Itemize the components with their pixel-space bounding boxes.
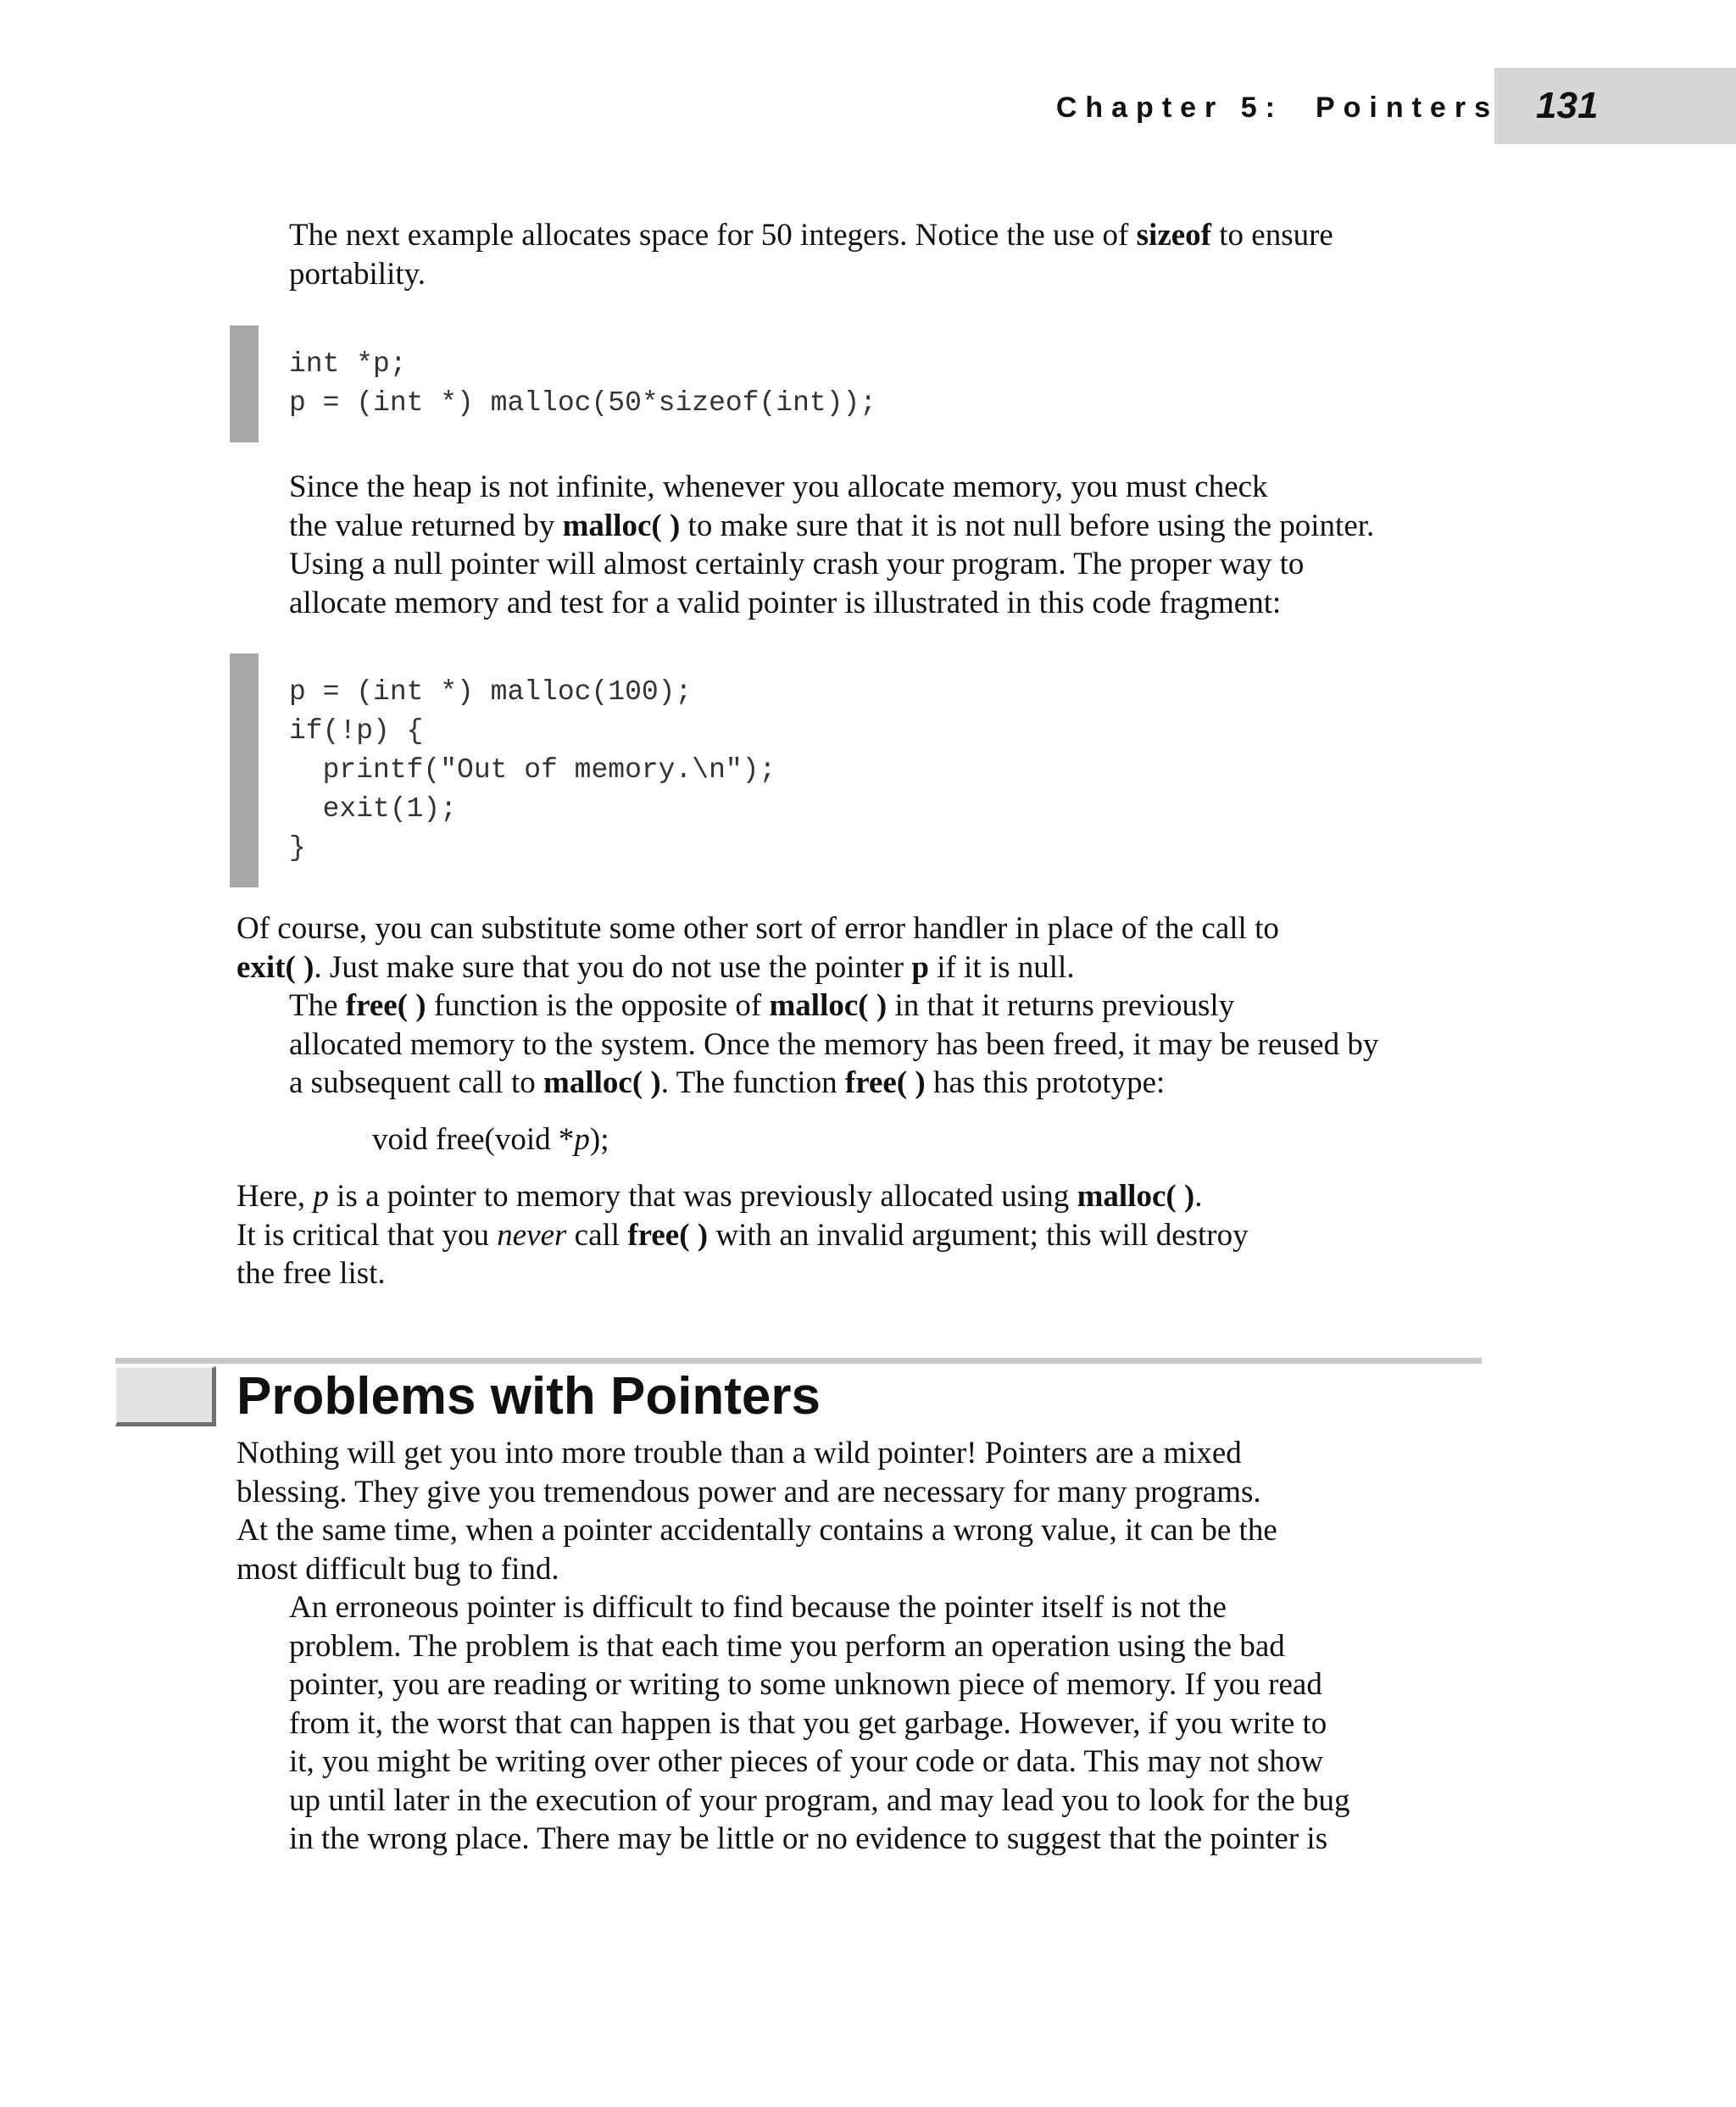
italic-term: p [313,1179,329,1214]
text-line: up until later in the execution of your program, and may lead you to look for the bug [289,1782,1350,1818]
section-heading: Problems with Pointers [236,1367,821,1426]
page-number-tab [1494,68,1736,144]
code-block-bar [230,325,259,442]
text-line: It is critical that you never call free( ) with an invalid argument; this will destroy [236,1217,1249,1253]
code-lines [289,653,1483,887]
text-line: Using a null pointer will almost certainly crash your program. The proper way to [289,547,1305,581]
text-line: a subsequent call to malloc( ). The function free( ) has this prototype: [289,1065,1166,1100]
code-line: printf("Out of memory.\n"); [289,754,776,786]
bold-term: malloc( ) [562,508,681,543]
code-line: p = (int *) malloc(50*sizeof(int)); [289,387,877,419]
bold-term: malloc( ) [769,988,887,1023]
paragraph-intro [236,216,1483,293]
section-rule [115,1358,1482,1364]
page-number: 131 [1536,85,1599,126]
text-line: allocate memory and test for a valid pointer is illustrated in this code fragment: [289,585,1282,620]
text-line: allocated memory to the system. Once the memory has been freed, it may be reused by [289,1026,1379,1062]
paragraph-free [236,987,1483,1103]
text-line: At the same time, when a pointer accidentally contains a wrong value, it can be the [236,1513,1277,1548]
text-line: pointer, you are reading or writing to some unknown piece of memory. If you read [289,1667,1322,1702]
text-line: problem. The problem is that each time you perform an operation using the bad [289,1628,1285,1664]
paragraph-heap [236,468,1483,622]
code-lines [289,325,1483,442]
bold-term: p [911,949,929,985]
text-line: portability. [289,256,426,292]
bold-term: malloc( ) [543,1065,661,1100]
code-block-malloc-check [236,653,1483,887]
code-block-bar [230,653,259,887]
text-line: The free( ) function is the opposite of malloc( ) in that it returns previously [289,988,1235,1023]
bold-term: exit( ) [236,949,314,985]
code-line: if(!p) { [289,715,424,747]
text-line: most difficult bug to find. [236,1551,559,1587]
free-prototype [236,1120,1483,1159]
text-line: An erroneous pointer is difficult to find because the pointer itself is not the [289,1590,1227,1625]
paragraph-erroneous-pointer [236,1588,1483,1859]
text-line: in the wrong place. There may be little or no evidence to suggest that the pointer is [289,1821,1328,1856]
text-line: void free(void *p); [372,1121,609,1157]
chapter-title: Pointers [1315,92,1499,124]
bold-term: free( ) [345,988,426,1023]
text-line: exit( ). Just make sure that you do not use the pointer p if it is null. [236,949,1075,985]
code-line: } [289,832,306,864]
paragraph-wild-pointer [236,1434,1483,1588]
italic-term: never [497,1217,567,1253]
text-line: The next example allocates space for 50 integers. Notice the use of sizeof to ensure [289,218,1333,253]
italic-term: p [574,1121,590,1157]
text-line: it, you might be writing over other pieces of your code or data. This may not show [289,1744,1324,1779]
text-line: the free list. [236,1256,386,1291]
code-line: int *p; [289,348,407,380]
text-line: blessing. They give you tremendous power and are necessary for many programs. [236,1474,1261,1509]
section-marker [115,1366,216,1426]
text-line: Since the heap is not infinite, whenever you allocate memory, you must check [289,470,1268,504]
paragraph-here [236,1177,1483,1293]
bold-term: sizeof [1136,218,1211,253]
text-line: the value returned by malloc( ) to make sure that it is not null before using the pointer. [289,508,1375,543]
text-line: Here, p is a pointer to memory that was previously allocated using malloc( ). [236,1179,1203,1214]
text-line: Nothing will get you into more trouble than a wild pointer! Pointers are a mixed [236,1436,1242,1470]
code-line: exit(1); [289,793,458,825]
bold-term: free( ) [844,1065,926,1100]
bold-term: free( ) [627,1217,709,1253]
code-line: p = (int *) malloc(100); [289,676,693,708]
chapter-label: Chapter 5: [1055,92,1283,124]
running-header [1056,92,1499,125]
code-block-malloc-50 [236,325,1483,442]
main-content [236,216,1483,1293]
paragraph-error-handler [236,909,1483,987]
text-line: Of course, you can substitute some other sort of error handler in place of the call to [236,911,1279,946]
text-line: from it, the worst that can happen is that you get garbage. However, if you write to [289,1705,1327,1741]
section-content [236,1434,1483,1859]
bold-term: malloc( ) [1077,1179,1195,1214]
